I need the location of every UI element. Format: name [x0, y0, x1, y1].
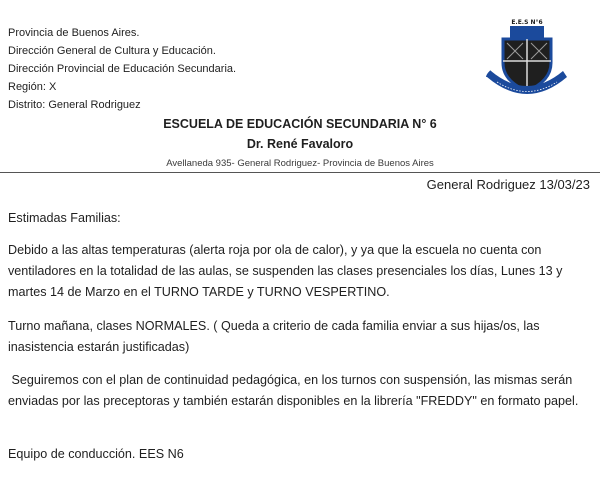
header-district: Distrito: General Rodriguez	[8, 99, 141, 111]
paragraph-continuity: Seguiremos con el plan de continuidad pedagógica, en los turnos con suspensión, las mismas serán enviadas por las preceptoras y también estarán disponibles en la librería "FREDDY" en formato papel.	[8, 373, 579, 408]
school-name: ESCUELA DE EDUCACIÓN SECUNDARIA N° 6	[163, 117, 437, 131]
header-divider	[0, 172, 600, 173]
date-line: General Rodriguez 13/03/23	[426, 177, 590, 192]
school-crest-logo	[483, 15, 571, 107]
signature: Equipo de conducción. EES N6	[8, 447, 184, 461]
header-direction-general: Dirección General de Cultura y Educación.	[8, 45, 216, 57]
header-direction-provincial: Dirección Provincial de Educación Secundaria.	[8, 63, 237, 75]
paragraph-morning-shift: Turno mañana, clases NORMALES. ( Queda a criterio de cada familia enviar a sus hijas/os, las inasistencia estarán justificadas)	[8, 319, 540, 354]
header-province: Provincia de Buenos Aires.	[8, 27, 140, 39]
school-patron: Dr. René Favaloro	[246, 137, 354, 151]
logo-top-text: E.E.S N°6	[511, 19, 543, 26]
school-address: Avellaneda 935- General Rodriguez- Provincia de Buenos Aires	[166, 158, 434, 169]
greeting: Estimadas Familias:	[8, 211, 121, 225]
header-region: Región: X	[8, 81, 57, 93]
paragraph-suspension: Debido a las altas temperaturas (alerta roja por ola de calor), y ya que la escuela no cuenta con ventiladores en la totalidad de las aulas, se suspenden las clases presenciales los días, Lunes 13 y martes 14 de Marzo en el TURNO TARDE y TURNO VESPERTINO.	[8, 243, 563, 299]
